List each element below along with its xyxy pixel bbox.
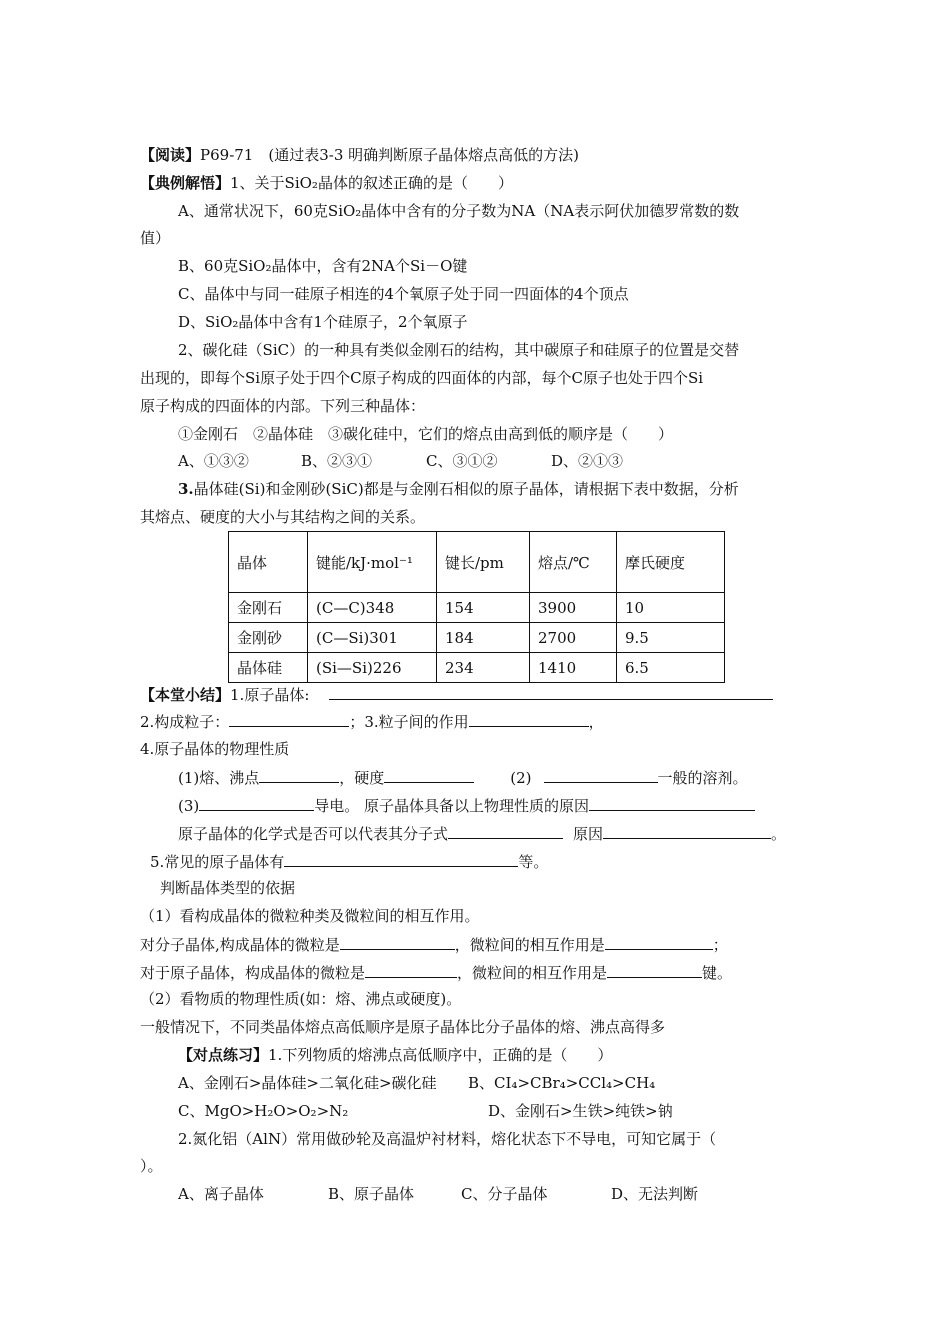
summary-heading: 【本堂小结】 [140,686,231,704]
practice-q1-text: 1.下列物质的熔沸点高低顺序中，正确的是（ ） [268,1046,613,1064]
practice-q2-option-d: D、无法判断 [611,1185,699,1203]
example-q1-option-a: A、通常状况下，60克SiO₂晶体中含有的分子数为NA（NA表示阿伏加德罗常数的数 [178,202,740,220]
example-heading: 【典例解悟】 [140,174,231,192]
reading-heading: 【阅读】 [140,146,201,164]
summary-l11-text-c: 键。 [702,964,733,982]
practice-q1-ab [178,1073,655,1093]
example-q3-number: 3. [178,480,194,498]
practice-heading: 【对点练习】 [178,1046,269,1064]
table-cell: (C—C)348 [308,593,437,623]
summary-l4-text-a: (1)熔、沸点 [178,769,260,787]
example-q2-option-b: B、②③① [301,452,373,470]
crystal-data-table [228,531,725,683]
blank-conductivity[interactable] [199,795,314,811]
blank-formula-reason[interactable] [603,823,771,839]
blank-melting-point[interactable] [259,767,339,783]
table-row [229,623,725,653]
practice-q2-line1: 2.氮化铝（AlN）常用做砂轮及高温炉衬材料，熔化状态下不导电，可知它属于（ [178,1130,717,1148]
example-q2-option-a: A、①③② [178,452,249,470]
example-q2-line2: 出现的，即每个Si原子处于四个C原子构成的四面体的内部，每个C原子也处于四个Si [140,369,704,387]
summary-l7-text-b: 等。 [518,853,549,871]
table-header-cell: 摩氏硬度 [617,532,725,593]
summary-line3: 4.原子晶体的物理性质 [140,740,290,758]
summary-line10 [140,934,728,955]
table-cell: 10 [617,593,725,623]
reading-line [140,145,579,165]
blank-atomic-interaction[interactable] [607,962,702,978]
table-cell: 9.5 [617,623,725,653]
example-q2-option-c: C、③①② [426,452,498,470]
practice-q2-options [178,1184,698,1204]
blank-molecular-particles[interactable] [340,934,455,950]
table-cell: 晶体硅 [229,653,308,683]
table-cell: 金刚砂 [229,623,308,653]
summary-l4-text-d: 一般的溶剂。 [657,769,748,787]
table-row [229,593,725,623]
summary-l11-text-b: ，微粒间的相互作用是 [457,964,608,982]
table-cell: (C—Si)301 [308,623,437,653]
table-cell: 234 [437,653,530,683]
summary-l2-text-a: 2.构成粒子： [140,713,230,731]
blank-reason[interactable] [589,795,755,811]
table-cell: 184 [437,623,530,653]
example-q2-option-d: D、②①③ [551,452,624,470]
example-q2-options [178,451,623,471]
practice-q2-option-a: A、离子晶体 [178,1185,264,1203]
blank-particles[interactable] [229,711,349,727]
reading-text: P69-71 (通过表3-3 明确判断原子晶体熔点高低的方法) [200,146,579,164]
summary-line11 [140,962,732,983]
blank-common-crystals[interactable] [284,851,518,867]
example-q2-line4: ①金刚石 ②晶体硅 ③碳化硅中，它们的熔点由高到低的顺序是（ ） [178,425,674,443]
table-cell: 1410 [530,653,617,683]
table-header-cell: 晶体 [229,532,308,593]
blank-atomic-crystal[interactable] [329,684,773,700]
blank-formula[interactable] [448,823,563,839]
summary-l10-text-a: 对分子晶体,构成晶体的微粒是 [140,936,340,954]
practice-q1-cd [178,1101,673,1121]
summary-line2 [140,711,604,732]
example-q3-line1 [178,479,739,499]
table-cell: 3900 [530,593,617,623]
example-q1-option-d: D、SiO₂晶体中含有1个硅原子，2个氧原子 [178,313,468,331]
table-row [229,653,725,683]
example-q2-line1: 2、碳化硅（SiC）的一种具有类似金刚石的结构，其中碳原子和硅原子的位置是交替 [178,341,740,359]
summary-line7 [150,851,548,872]
summary-line13: 一般情况下，不同类晶体熔点高低顺序是原子晶体比分子晶体的熔、沸点高得多 [140,1018,666,1036]
summary-line5 [178,795,755,816]
example-q1-option-c: C、晶体中与同一硅原子相连的4个氧原子处于同一四面体的4个顶点 [178,285,629,303]
practice-q1-option-a: A、金刚石>晶体硅>二氧化硅>碳化硅 [178,1074,437,1092]
table-cell: 金刚石 [229,593,308,623]
blank-hardness[interactable] [384,767,474,783]
summary-line8: 判断晶体类型的依据 [160,879,296,897]
example-q3-line2: 其熔点、硬度的大小与其结构之间的关系。 [140,508,426,526]
summary-l10-text-c: ； [712,936,728,954]
example-q1-option-b: B、60克SiO₂晶体中，含有2NA个Si－O键 [178,257,468,275]
summary-l4-text-c: (2) [510,769,532,787]
summary-line6 [178,823,786,844]
table-cell: (Si—Si)226 [308,653,437,683]
table-header-cell: 熔点/℃ [530,532,617,593]
blank-interaction[interactable] [469,711,589,727]
summary-l10-text-b: ，微粒间的相互作用是 [454,936,605,954]
example-q1 [140,173,513,193]
practice-q1-option-c: C、MgO>H₂O>O₂>N₂ [178,1102,349,1120]
summary-line1 [140,684,773,705]
table-cell: 6.5 [617,653,725,683]
summary-l1-text: 1.原子晶体: [230,686,310,704]
summary-l2-text-c: ， [588,713,604,731]
summary-l2-text-b: ；3.粒子间的作用 [349,713,469,731]
practice-q1 [178,1045,612,1065]
blank-atomic-particles[interactable] [365,962,457,978]
summary-l4-text-b: ，硬度 [339,769,385,787]
summary-l7-text-a: 5.常见的原子晶体有 [150,853,285,871]
table-cell: 2700 [530,623,617,653]
practice-q1-option-b: B、CI₄>CBr₄>CCl₄>CH₄ [468,1074,656,1092]
summary-line4 [178,767,748,788]
example-q1-text: 1、关于SiO₂晶体的叙述正确的是（ ） [230,174,513,192]
table-cell: 154 [437,593,530,623]
summary-line12: （2）看物质的物理性质(如：熔、沸点或硬度)。 [140,990,462,1008]
summary-l5-text-b: 导电。 原子晶体具备以上物理性质的原因 [314,797,590,815]
practice-q2-line2: ）。 [140,1157,163,1175]
summary-line9: （1）看构成晶体的微粒种类及微粒间的相互作用。 [140,907,480,925]
example-q2-line3: 原子构成的四面体的内部。下列三种晶体： [140,397,426,415]
summary-l6-text-b: 原因 [573,825,604,843]
practice-q1-option-d: D、金刚石>生铁>纯铁>钠 [488,1102,673,1120]
table-header-row [229,532,725,593]
example-q3-text: 晶体硅(Si)和金刚砂(SiC)都是与金刚石相似的原子晶体，请根据下表中数据，分析 [193,480,739,498]
practice-q2-option-c: C、分子晶体 [461,1185,548,1203]
summary-l6-text-a: 原子晶体的化学式是否可以代表其分子式 [178,825,449,843]
example-q1-option-a-cont: 值） [140,229,171,247]
practice-q2-option-b: B、原子晶体 [328,1185,415,1203]
summary-l6-text-c: 。 [771,825,787,843]
table-header-cell: 键能/kJ·mol⁻¹ [308,532,437,593]
summary-l5-text-a: (3) [178,797,200,815]
table-header-cell: 键长/pm [437,532,530,593]
blank-solubility[interactable] [544,767,658,783]
summary-l11-text-a: 对于原子晶体，构成晶体的微粒是 [140,964,366,982]
blank-molecular-interaction[interactable] [605,934,713,950]
